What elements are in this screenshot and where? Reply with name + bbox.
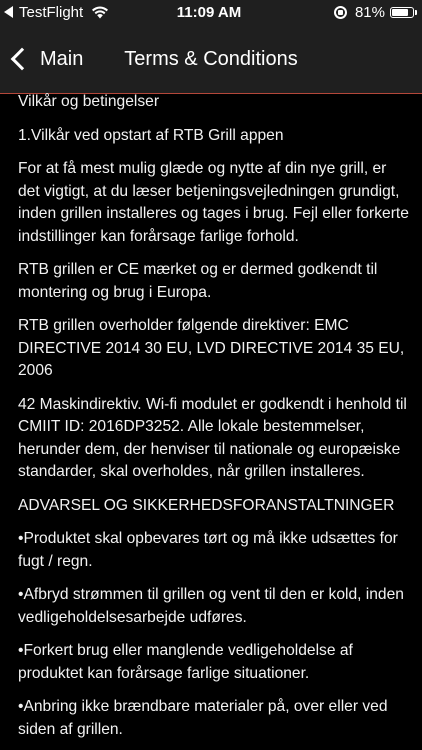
battery-percent: 81% — [354, 3, 385, 21]
terms-paragraph: •Anbring ikke brændbare materialer på, over eller ved siden af grillen. — [18, 698, 392, 738]
battery-level-fill — [392, 9, 408, 16]
terms-paragraph: For at få mest mulig glæde og nytte af din nye grill, er det vigtigt, at du læser betjeningsvejledningen grundigt, inden grillen installeres og tages i brug. Fejl eller forkerte indstillinger kan forårsage farlige forhold. — [18, 160, 414, 245]
status-back-to-app[interactable] — [0, 4, 154, 21]
wifi-icon — [91, 6, 109, 19]
chevron-left-icon — [11, 48, 34, 71]
terms-paragraph: RTB grillen er CE mærket og er dermed godkendt til montering og brug i Europa. — [18, 261, 382, 301]
terms-paragraph: •Forkert brug eller manglende vedligeholdelse af produktet kan forårsage farlige situationer. — [18, 642, 358, 682]
status-right — [264, 4, 422, 21]
terms-content[interactable] — [18, 93, 414, 750]
back-triangle-icon — [4, 6, 13, 18]
status-bar — [0, 0, 422, 24]
back-button-label: Main — [40, 47, 84, 70]
terms-paragraph: 42 Maskindirektiv. Wi-fi modulet er godkendt i henhold til CMIIT ID: 2016DP3252. Alle lokale bestemmelser, herunder dem, der henviser til nationale og europæiske standarder, skal overholdes, når grillen installeres. — [18, 395, 412, 480]
terms-paragraph: ADVARSEL OG SIKKERHEDSFORANSTALTNINGER — [18, 496, 395, 514]
status-back-app-label: TestFlight — [19, 3, 84, 21]
terms-paragraph: 1.Vilkår ved opstart af RTB Grill appen — [18, 126, 284, 144]
orientation-lock-icon — [334, 6, 347, 19]
terms-paragraph: •Afbryd strømmen til grillen og vent til den er kold, inden vedligeholdelsesarbejde udføres. — [18, 586, 409, 626]
status-time: 11:09 AM — [176, 3, 242, 21]
page-title: Terms & Conditions — [124, 47, 298, 70]
terms-paragraph: •Produktet skal opbevares tørt og må ikke udsættes for fugt / regn. — [18, 530, 403, 570]
terms-paragraph: Vilkår og betingelser — [18, 93, 160, 110]
terms-paragraph: RTB grillen overholder følgende direktiver: EMC DIRECTIVE 2014 30 EU, LVD DIRECTIVE 2014 35 EU, 2006 — [18, 317, 409, 379]
back-button[interactable] — [8, 24, 83, 94]
navigation-bar — [0, 24, 422, 94]
battery-icon — [390, 7, 414, 18]
